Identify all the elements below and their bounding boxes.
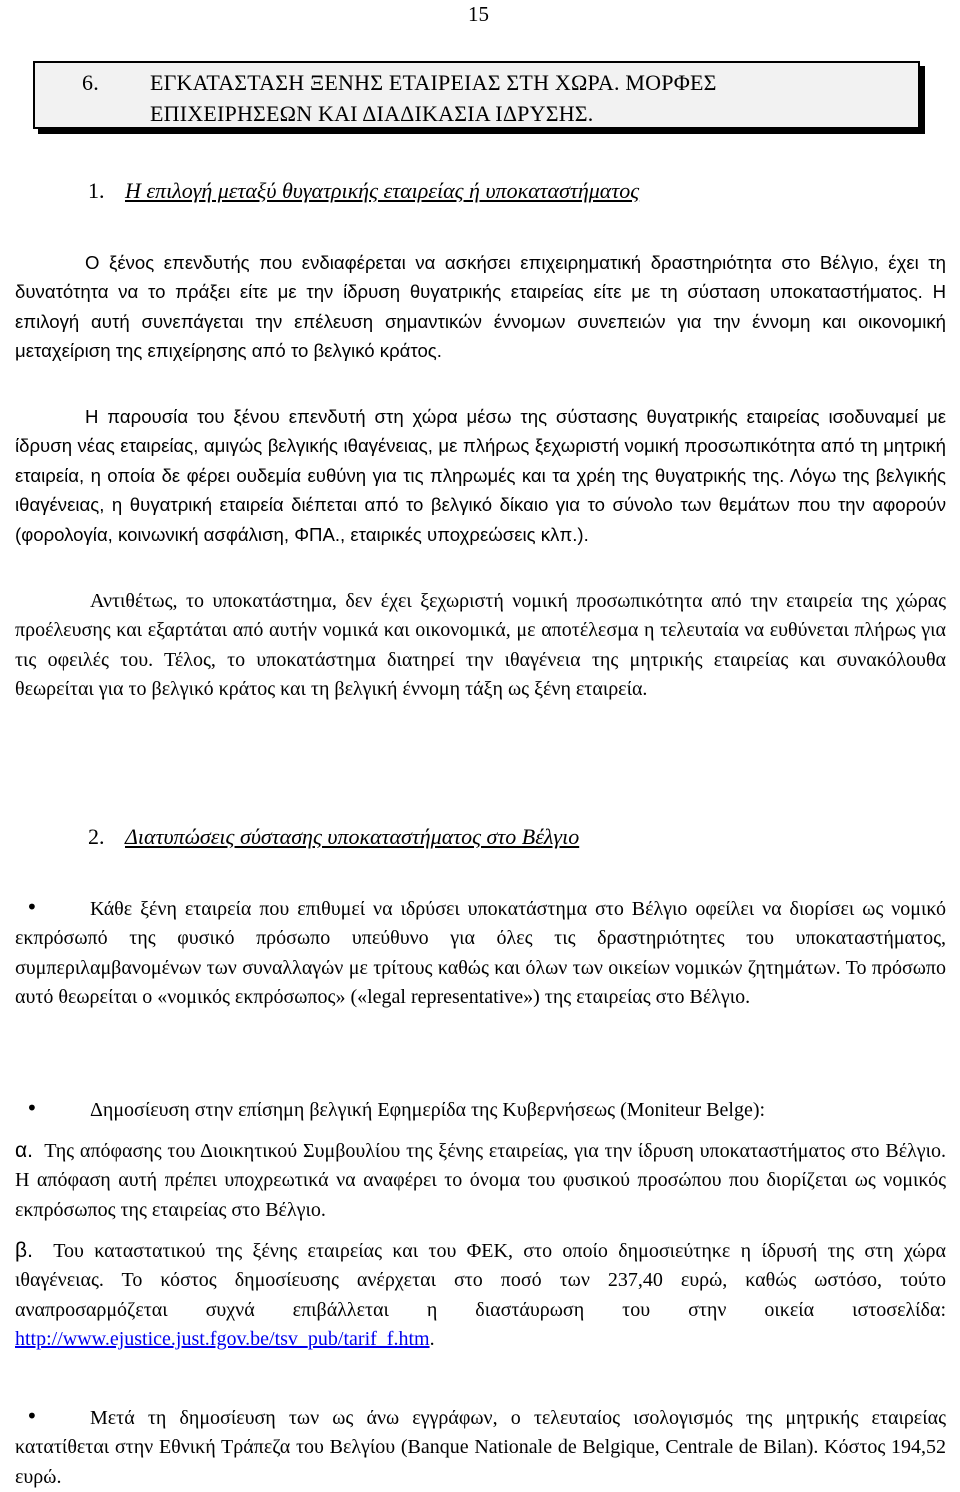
item-a-label: α.: [15, 1139, 33, 1162]
section-1-heading: [88, 178, 639, 204]
chapter-title-line-2: ΕΠΙΧΕΙΡΗΣΕΩΝ ΚΑΙ ΔΙΑΔΙΚΑΣΙΑ ΙΔΡΥΣΗΣ.: [150, 101, 594, 126]
chapter-title-line-1: ΕΓΚΑΤΑΣΤΑΣΗ ΞΕΝΗΣ ΕΤΑΙΡΕΙΑΣ ΣΤΗ ΧΩΡΑ. ΜΟΡΦΕΣ: [150, 70, 717, 95]
section-2-title: Διατυπώσεις σύστασης υποκαταστήματος στο Βέλγιο: [125, 824, 580, 849]
page-number: 15: [468, 2, 489, 26]
section-1-paragraph-3: Αντιθέτως, το υποκατάστημα, δεν έχει ξεχωριστή νομική προσωπικότητα από την εταιρεία της χώρας προέλευσης και εξαρτάται από αυτήν νομικά και οικονομικά, με αποτέλεσμα η τελευταία να ευθύνεται πλήρως για τις οφειλές του. Τέλος, το υποκατάστημα διατηρεί την ιθαγένεια της μητρικής εταιρείας και συνακόλουθα θεωρείται για το βελγικό κράτος και τη βελγική έννομη τάξη ως ξένη εταιρεία.: [15, 590, 946, 701]
section-2-heading: [88, 824, 579, 850]
section-2-bullet-1: Κάθε ξένη εταιρεία που επιθυμεί να ιδρύσει υποκατάστημα στο Βέλγιο οφείλει να διορίσει ως νομικό εκπρόσωπό της φυσικό πρόσωπο υπεύθυνο για όλες τις δραστηριότητες του υποκαταστήματος, συμπεριλαμβανομένων των συναλλαγών με τρίτους καθώς και όλων των οικείων νομικών ζητημάτων. Το πρόσωπο αυτό θεωρείται ο «νομικός εκπρόσωπος» («legal representative») της εταιρείας στο Βέλγιο.: [15, 898, 946, 1009]
bullet-icon: •: [26, 1096, 38, 1120]
item-a: [15, 1136, 946, 1225]
item-a-text: Της απόφασης του Διοικητικού Συμβουλίου της ξένης εταιρείας, για την ίδρυση υποκαταστήματος στο Βέλγιο. Η απόφαση αυτή πρέπει υποχρεωτικά να αναφέρει το όνομα του φυσικού προσώπου που διορίζεται ως νομικός εκπρόσωπος της εταιρείας στο Βέλγιο.: [15, 1140, 947, 1221]
tariff-link[interactable]: http://www.ejustice.just.fgov.be/tsv_pub/tarif_f.htm: [15, 1328, 430, 1351]
section-2-bullet-3: Μετά τη δημοσίευση των ως άνω εγγράφων, ο τελευταίος ισολογισμός της μητρικής εταιρείας κατατίθεται στην Εθνική Τράπεζα του Βελγίου (Banque Nationale de Belgique, Centrale de Bilan). Κόστος 194,52 ευρώ.: [15, 1407, 946, 1488]
bullet-icon: •: [26, 1404, 38, 1428]
section-1-title: Η επιλογή μεταξύ θυγατρικής εταιρείας ή υποκαταστήματος: [125, 178, 640, 203]
item-b: [15, 1236, 946, 1355]
item-b-label: β.: [15, 1239, 33, 1262]
bullet-icon: •: [26, 895, 38, 919]
section-2-number: 2.: [88, 824, 105, 849]
section-1-number: 1.: [88, 178, 105, 203]
item-b-end: .: [429, 1328, 435, 1351]
section-1-paragraph-1: Ο ξένος επενδυτής που ενδιαφέρεται να ασκήσει επιχειρηματική δραστηριότητα στο Βέλγιο, έχει τη δυνατότητα να το πράξει είτε με την ίδρυση θυγατρικής εταιρείας είτε με τη σύσταση υποκαταστήματος. Η επιλογή αυτή συνεπάγεται την επέλευση σημαντικών έννομων συνεπειών για την έννομη και οικονομική μεταχείριση της επιχείρησης από το βελγικό κράτος.: [15, 252, 946, 362]
section-1-paragraph-2: Η παρουσία του ξένου επενδυτή στη χώρα μέσω της σύστασης θυγατρικής εταιρείας ισοδυναμεί με ίδρυση νέας εταιρείας, αμιγώς βελγικής ιθαγένειας, με πλήρως ξεχωριστή νομική προσωπικότητα από τη μητρική εταιρεία, η οποία δε φέρει ουδεμία ευθύνη για τις πληρωμές και τα χρέη της θυγατρικής της. Λόγω της βελγικής ιθαγένειας, η θυγατρική εταιρεία διέπεται από το βελγικό δίκαιο για το σύνολο των θεμάτων που την αφορούν (φορολογία, κοινωνική ασφάλιση, ΦΠΑ., εταιρικές υποχρεώσεις κλπ.).: [15, 406, 946, 545]
chapter-number: 6.: [82, 70, 99, 95]
section-2-bullet-2: Δημοσίευση στην επίσημη βελγική Εφημερίδα της Κυβερνήσεως (Moniteur Belge):: [90, 1099, 766, 1121]
item-b-text: Του καταστατικού της ξένης εταιρείας και του ΦΕΚ, στο οποίο δημοσιεύτηκε η ίδρυσή της στη χώρα ιθαγένειας. Το κόστος δημοσίευσης ανέρχεται στο ποσό των 237,40 ευρώ, καθώς ωστόσο, τούτο αναπροσαρμόζεται συχνά επιβάλλεται η διαστάυρωση του στην οικεία ιστοσελίδα:: [15, 1240, 947, 1321]
